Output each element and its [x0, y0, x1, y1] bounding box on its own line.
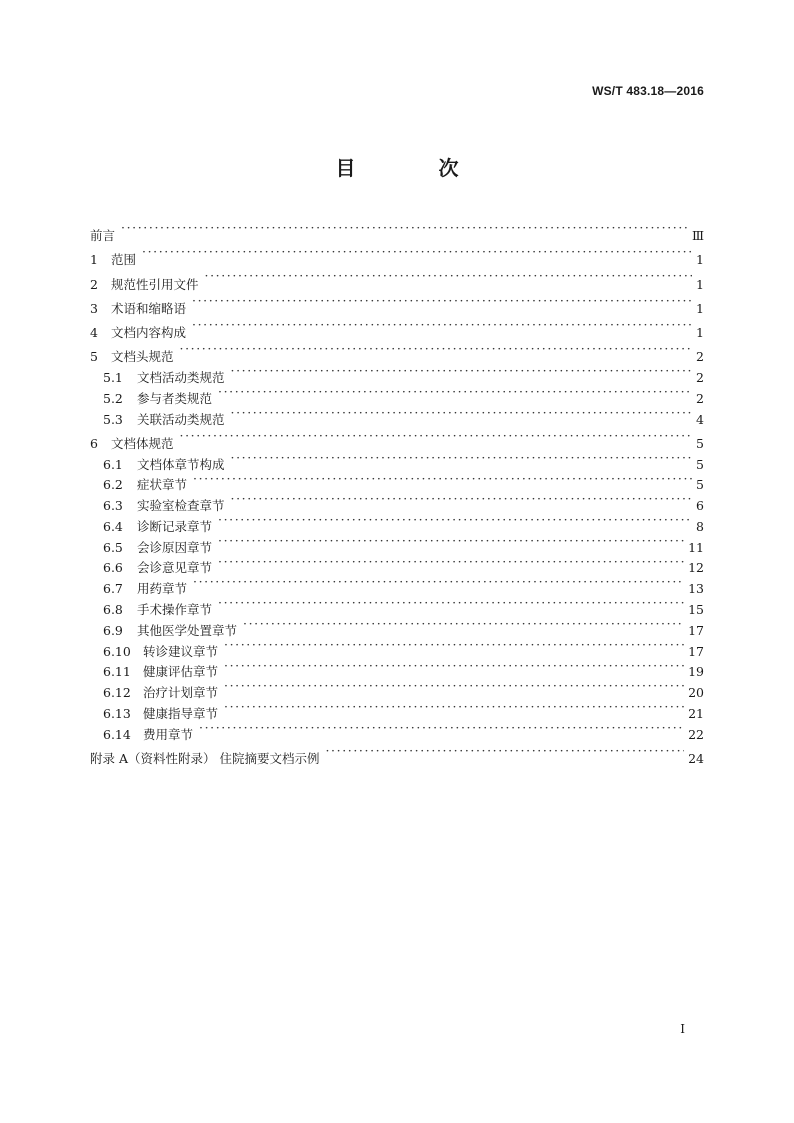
toc-entry-number: 3 — [90, 300, 98, 316]
toc-entry-label: 健康指导章节 — [143, 706, 219, 722]
toc-entry-number: 6.2 — [103, 477, 123, 493]
toc-entry[interactable] — [90, 264, 704, 292]
toc-entry-page: 1 — [696, 276, 704, 292]
toc-entry-label: 手术操作章节 — [137, 602, 213, 618]
toc-entry-page: 11 — [688, 539, 704, 555]
page-title: 目 次 — [335, 156, 497, 180]
toc-entry-number: 6.5 — [103, 539, 123, 555]
toc-entry-label: 治疗计划章节 — [143, 685, 219, 701]
toc-leader-dots — [205, 264, 692, 288]
toc-entry[interactable] — [90, 448, 704, 472]
toc-entry-label: 参与者类规范 — [137, 390, 213, 406]
toc-entry-label: 文档内容构成 — [111, 324, 187, 340]
toc-leader-dots — [231, 361, 692, 382]
toc-leader-dots — [218, 593, 684, 614]
toc-entry-label: 其他医学处置章节 — [137, 622, 238, 638]
toc-entry-label: 术语和缩略语 — [111, 300, 187, 316]
toc-entry-label: 转诊建议章节 — [143, 643, 219, 659]
toc-leader-dots — [193, 572, 684, 593]
toc-leader-dots — [121, 216, 688, 240]
table-of-contents — [90, 216, 704, 767]
toc-entry-number: 5.1 — [103, 369, 123, 385]
toc-entry-page: 5 — [696, 435, 704, 451]
toc-leader-dots — [199, 718, 684, 739]
toc-entry[interactable] — [90, 240, 704, 268]
toc-entry-number: 6.9 — [103, 622, 123, 638]
toc-entry-number: 5 — [90, 349, 98, 365]
toc-entry-label: 范围 — [111, 252, 137, 268]
toc-entry-page: 22 — [688, 726, 704, 742]
toc-entry-page: 4 — [696, 411, 704, 427]
toc-entry-page: 1 — [696, 300, 704, 316]
toc-entry-label: 规范性引用文件 — [111, 276, 199, 292]
toc-leader-dots — [193, 469, 692, 490]
document-code: WS/T 483.18—2016 — [592, 84, 704, 98]
toc-entry-number: 6.8 — [103, 602, 123, 618]
toc-entry-number: 5.3 — [103, 411, 123, 427]
toc-entry-page: 2 — [696, 369, 704, 385]
toc-entry-number: 5.2 — [103, 390, 123, 406]
toc-entry-page: 2 — [696, 349, 704, 365]
toc-leader-dots — [218, 382, 692, 403]
toc-entry-number: 6 — [90, 435, 98, 451]
toc-leader-dots — [224, 635, 684, 656]
toc-entry-number: 6.10 — [103, 643, 131, 659]
toc-entry-number: 6.13 — [103, 706, 131, 722]
toc-leader-dots — [218, 510, 692, 531]
toc-entry-number: 6.11 — [103, 664, 131, 680]
toc-entry-page: 21 — [688, 706, 704, 722]
toc-entry-page: 15 — [688, 602, 704, 618]
toc-entry-label: 会诊原因章节 — [137, 539, 213, 555]
toc-entry-page: 5 — [696, 477, 704, 493]
toc-entry-page: 2 — [696, 390, 704, 406]
toc-leader-dots — [180, 337, 692, 361]
toc-leader-dots — [231, 448, 692, 469]
toc-entry-label: 用药章节 — [137, 581, 188, 597]
toc-leader-dots — [224, 656, 684, 677]
toc-entry-label: 诊断记录章节 — [137, 518, 213, 534]
toc-entry-page: 6 — [696, 498, 704, 514]
toc-entry-number: 6.4 — [103, 518, 123, 534]
toc-entry-label: 前言 — [90, 228, 116, 244]
toc-entry-label: 关联活动类规范 — [137, 411, 225, 427]
toc-entry-page: 24 — [688, 751, 704, 767]
toc-entry-page: 17 — [688, 643, 704, 659]
toc-entry-label: 文档活动类规范 — [137, 369, 225, 385]
toc-entry-number: 6.12 — [103, 685, 131, 701]
toc-entry-page: 19 — [688, 664, 704, 680]
toc-entry-page: Ⅲ — [691, 228, 704, 244]
toc-leader-dots — [325, 739, 684, 763]
toc-entry-page: 20 — [688, 685, 704, 701]
toc-entry[interactable] — [90, 337, 704, 365]
toc-entry-label: 文档头规范 — [111, 349, 174, 365]
toc-leader-dots — [218, 552, 684, 573]
toc-leader-dots — [180, 424, 692, 448]
toc-entry-label: 费用章节 — [143, 726, 194, 742]
toc-entry-page: 8 — [696, 518, 704, 534]
toc-entry-number: 6.6 — [103, 560, 123, 576]
toc-entry[interactable] — [90, 424, 704, 451]
toc-entry-page: 5 — [696, 456, 704, 472]
toc-leader-dots — [243, 614, 684, 635]
toc-entry[interactable] — [90, 216, 704, 244]
toc-entry-page: 1 — [696, 324, 704, 340]
toc-entry-number: 6.7 — [103, 581, 123, 597]
toc-entry-number: 6.1 — [103, 456, 123, 472]
toc-leader-dots — [224, 697, 684, 718]
toc-entry-number: 6.14 — [103, 726, 131, 742]
toc-entry-label: 文档体规范 — [111, 435, 174, 451]
toc-entry-number: 6.3 — [103, 498, 123, 514]
toc-leader-dots — [142, 240, 692, 264]
toc-entry-number: 4 — [90, 324, 98, 340]
toc-entry[interactable] — [90, 361, 704, 385]
toc-leader-dots — [218, 531, 684, 552]
toc-entry-number: 2 — [90, 276, 98, 292]
toc-entry-label: 健康评估章节 — [143, 664, 219, 680]
toc-leader-dots — [192, 289, 692, 313]
toc-leader-dots — [192, 313, 692, 337]
toc-entry-page: 12 — [688, 560, 704, 576]
toc-entry-label: 会诊意见章节 — [137, 560, 213, 576]
toc-entry-label: 症状章节 — [137, 477, 188, 493]
toc-leader-dots — [231, 489, 692, 510]
toc-leader-dots — [231, 403, 692, 424]
toc-entry-number: 1 — [90, 252, 98, 268]
toc-entry-page: 1 — [696, 252, 704, 268]
toc-entry-page: 13 — [688, 581, 704, 597]
toc-entry-label: 实验室检查章节 — [137, 498, 225, 514]
toc-entry-page: 17 — [688, 622, 704, 638]
toc-entry-label: 文档体章节构成 — [137, 456, 225, 472]
footer-page-number: I — [680, 1022, 685, 1036]
toc-leader-dots — [224, 676, 684, 697]
toc-entry-label: 附录 A（资料性附录） 住院摘要文档示例 — [90, 751, 320, 767]
